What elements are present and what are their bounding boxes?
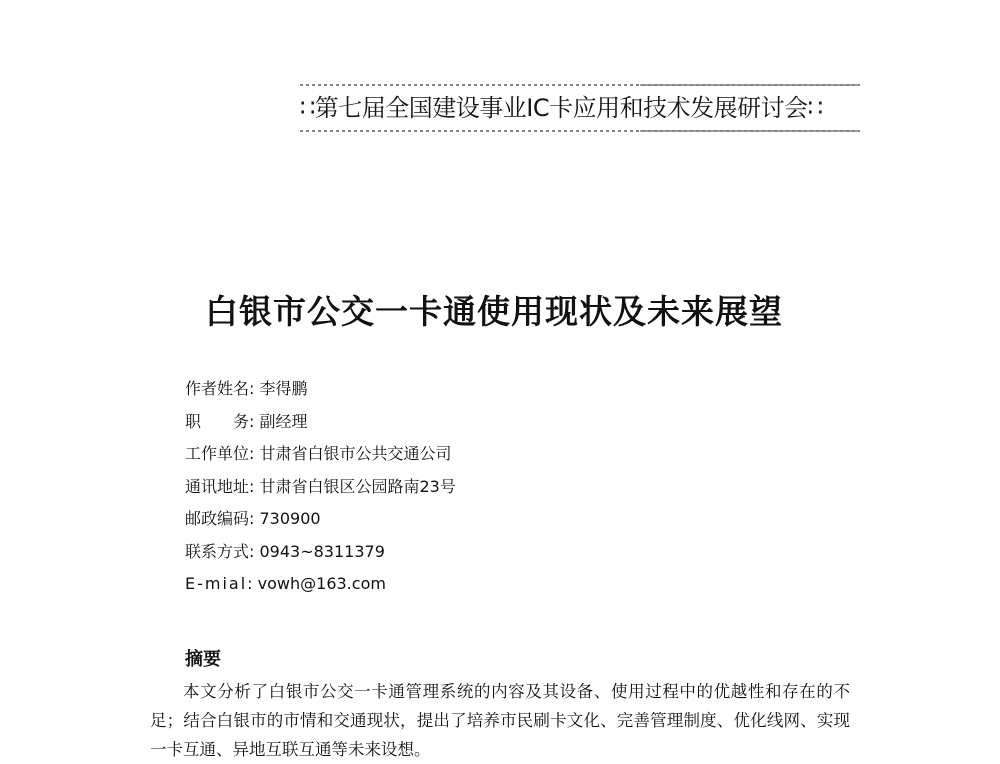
workplace-value: 甘肃省白银市公共交通公司 [259, 444, 452, 463]
conference-title: ∷第七届全国建设事业IC卡应用和技术发展研讨会∷ [300, 94, 823, 122]
separator: : [249, 476, 260, 496]
paper-title: 白银市公交一卡通使用现状及未来展望 [205, 292, 783, 331]
header-top-rule [300, 84, 860, 86]
author-info [185, 378, 456, 606]
separator: : [249, 379, 260, 398]
author-name-value: 李得鹏 [259, 379, 308, 398]
contact-row [185, 541, 456, 574]
postcode-label: 邮政编码 [185, 509, 250, 528]
header-bottom-rule [300, 130, 860, 132]
conference-header [300, 78, 860, 138]
contact-label: 联系方式 [185, 541, 250, 561]
address-value: 甘肃省白银区公园路南23号 [259, 476, 456, 496]
position-label-part2: 务 [233, 411, 250, 431]
separator: : [249, 541, 260, 561]
separator: : [247, 574, 258, 593]
abstract-heading: 摘要 [185, 649, 221, 670]
author-name-row [185, 378, 456, 411]
position-value: 副经理 [259, 411, 308, 431]
email-row [185, 573, 456, 606]
email-label: E-mial [185, 574, 248, 593]
postcode-value: 730900 [259, 509, 321, 528]
postcode-row [185, 508, 456, 541]
address-label: 通讯地址 [185, 476, 250, 496]
separator: : [249, 411, 260, 431]
workplace-label: 工作单位 [185, 444, 250, 463]
address-row [185, 476, 456, 509]
separator: : [249, 509, 260, 528]
position-row [185, 411, 456, 444]
abstract-body: 本文分析了白银市公交一卡通管理系统的内容及其设备、使用过程中的优越性和存在的不足；结合白银市的市情和交通现状，提出了培养市民刷卡文化、完善管理制度、优化线网、实现一卡互通、异地互联互通等未来设想。 [150, 682, 850, 759]
position-label-part1: 职 [185, 411, 202, 431]
separator: : [249, 444, 260, 463]
email-value: vowh@163.com [257, 574, 386, 593]
workplace-row [185, 443, 456, 476]
contact-value: 0943~8311379 [259, 541, 385, 561]
position-label [185, 411, 249, 433]
author-name-label: 作者姓名 [185, 379, 250, 398]
